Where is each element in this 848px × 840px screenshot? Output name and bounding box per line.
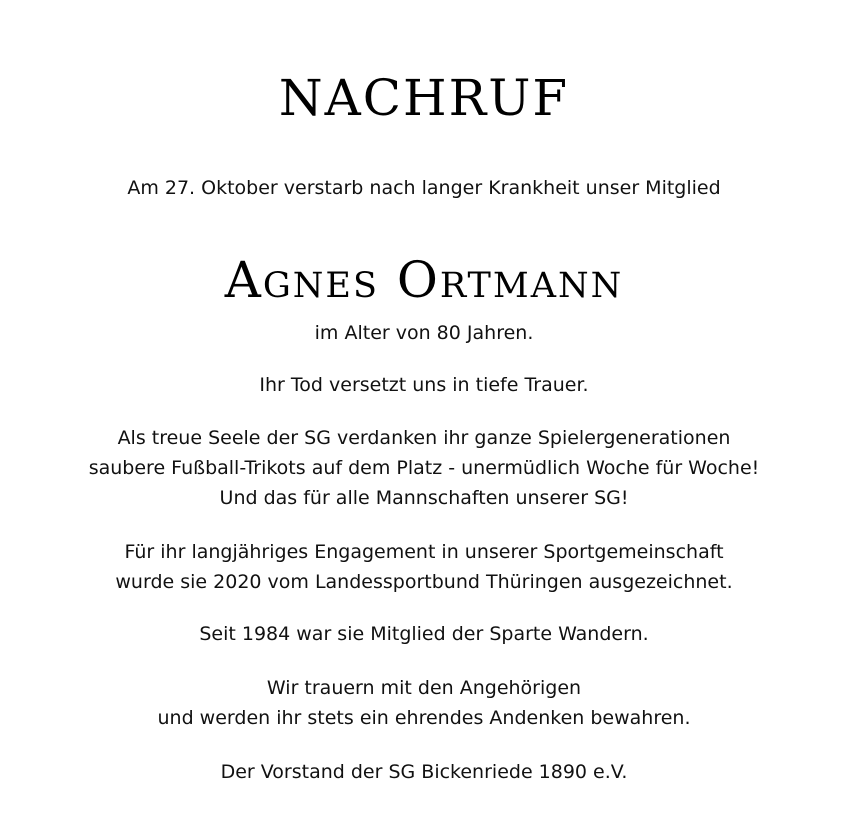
notice-title: NACHRUF [278, 69, 570, 127]
membership-text: Seit 1984 war sie Mitglied der Sparte Wandern. [199, 623, 649, 645]
award-paragraph [0, 537, 848, 597]
intro-text: Am 27. Oktober verstarb nach langer Krankheit unser Mitglied [127, 177, 721, 199]
condolence-line: und werden ihr stets ein ehrendes Andenken bewahren. [157, 707, 691, 729]
tribute-line: Als treue Seele der SG verdanken ihr ganze Spielergenerationen [117, 427, 731, 449]
condolence-paragraph [0, 673, 848, 733]
tribute-line: saubere Fußball-Trikots auf dem Platz - unermüdlich Woche für Woche! [88, 457, 760, 479]
tribute-paragraph [0, 423, 848, 513]
condolence-line: Wir trauern mit den Angehörigen [266, 677, 582, 699]
tribute-line: Und das für alle Mannschaften unserer SG! [219, 487, 629, 509]
deceased-name: Agnes Ortmann [224, 251, 624, 309]
age-text: im Alter von 80 Jahren. [314, 322, 534, 344]
award-line: Für ihr langjähriges Engagement in unserer Sportgemeinschaft [124, 541, 724, 563]
signature-text: Der Vorstand der SG Bickenriede 1890 e.V. [220, 761, 628, 783]
grief-text: Ihr Tod versetzt uns in tiefe Trauer. [259, 374, 589, 396]
award-line: wurde sie 2020 vom Landessportbund Thüringen ausgezeichnet. [115, 571, 733, 593]
